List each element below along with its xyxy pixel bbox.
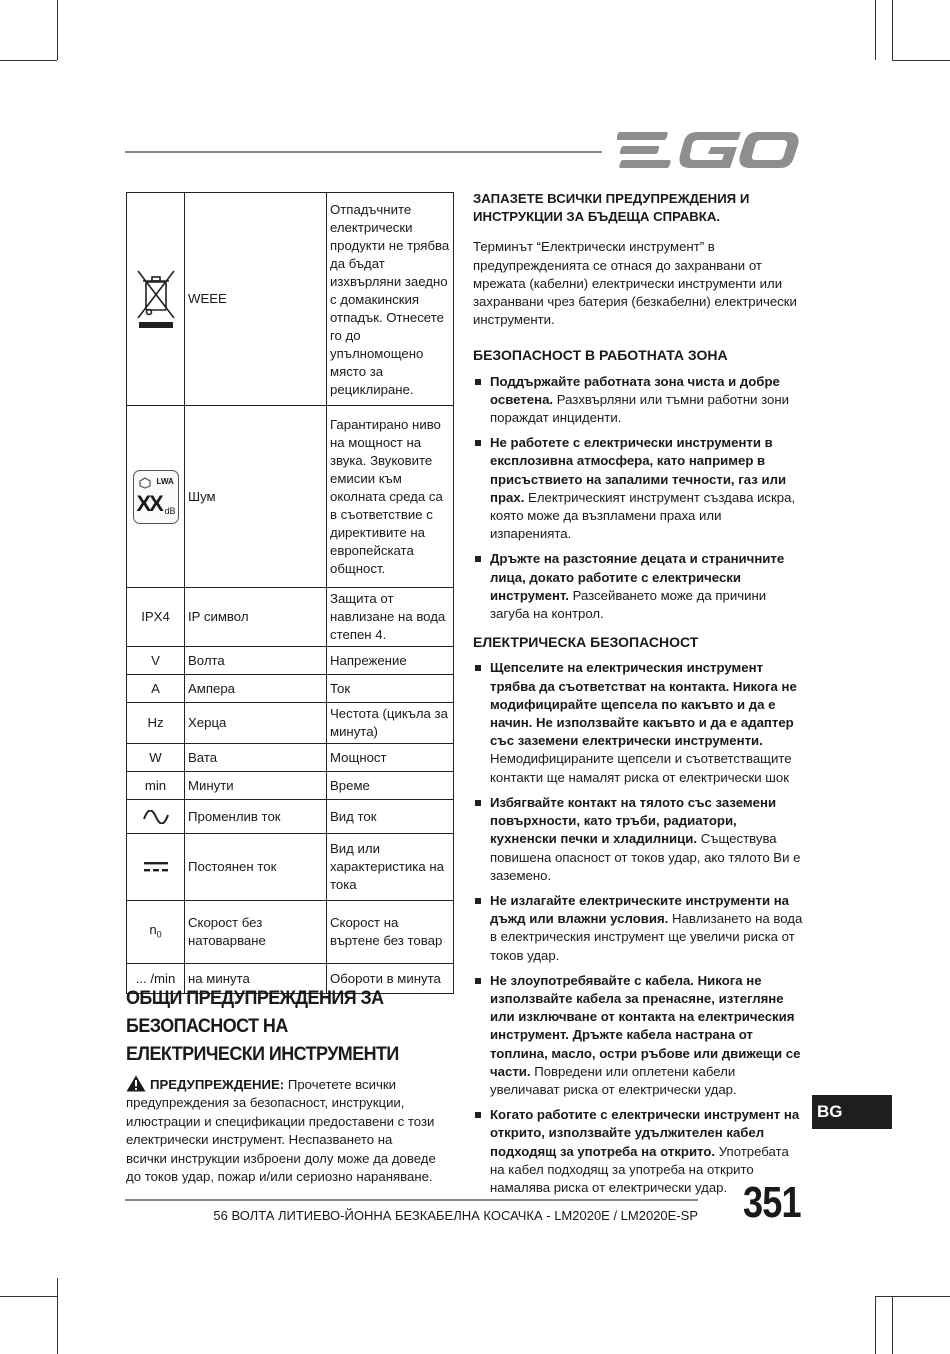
list-item: Не злоупотребявайте с кабела. Никога не използвайте кабела за пренасяне, изтегляне или изключване от контакта на електрическия инструмент. Дръжте кабела настрана от топлина, масло, остри ръбове или движещи се части. Повредени или оплетени кабели увеличават риска от електрически удар. (473, 972, 803, 1099)
symbol-name: Скорост без натоварване (185, 901, 327, 964)
list-item: Дръжте на разстояние децата и страничните лица, докато работите с електрически инструмент. Разсейването може да причини загуба на контрол. (473, 550, 803, 623)
symbol-code: $n_0$ (127, 901, 185, 964)
list-item: Поддържайте работната зона чиста и добре осветена. Разхвърляни или тъмни работни зони пораждат инциденти. (473, 373, 803, 428)
symbol-description: Гарантирано ниво на мощност на звука. Звуковите емисии към околната среда са в съответствие с директивите на европейската общност. (327, 406, 454, 588)
list-item: Щепселите на електрическия инструмент трябва да съответстват на контакта. Никога не модифицирайте щепсела по какъвто и да е начин. Не използвайте какъвто и да е адаптер със заземени електрически инструменти. Немодифицираните щепсели и съответстващите контакти ще намалят риска от електрически шок (473, 659, 803, 786)
symbol-name: Шум (185, 406, 327, 588)
symbol-description: Напрежение (327, 647, 454, 675)
table-row (127, 193, 454, 406)
symbol-description: Вид ток (327, 800, 454, 834)
symbol-name: Минути (185, 772, 327, 800)
electrical-safety-heading: ЕЛЕКТРИЧЕСКА БЕЗОПАСНОСТ (473, 634, 699, 651)
save-instructions-heading: ЗАПАЗЕТЕ ВСИЧКИ ПРЕДУПРЕЖДЕНИЯ И ИНСТРУКЦИИ ЗА БЪДЕЩА СПРАВКА. (473, 191, 750, 225)
symbol-description: Отпадъчните електрически продукти не трябва да бъдат изхвърляни заедно с домакинския отпадък. Отнесете го до упълномощено място за рециклиране. (327, 193, 454, 406)
right-column (473, 190, 803, 1207)
crop-mark (892, 60, 950, 61)
list-item: Избягвайте контакт на тялото със заземени повърхности, като тръби, радиатори, кухненски печки и хладилници. Съществува повишена опасност от токов удар, ако тялото Ви е заземено. (473, 794, 803, 885)
table-row (127, 675, 454, 703)
header-rule (125, 151, 602, 153)
symbol-name: на минута (185, 964, 327, 994)
warning-triangle-icon (126, 1075, 146, 1092)
symbol-code: min (127, 772, 185, 800)
list-item: Не излагайте електрическите инструменти на дъжд или влажни условия. Навлизането на вода в електрическия инструмент ще увеличи риска от токов удар. (473, 892, 803, 965)
table-row (127, 772, 454, 800)
crop-mark (0, 1296, 57, 1297)
table-row (127, 901, 454, 964)
crop-mark (892, 1296, 893, 1354)
symbol-name: Променлив ток (185, 800, 327, 834)
symbol-description: Защита от навлизане на вода степен 4. (327, 588, 454, 647)
crop-mark (57, 1278, 58, 1354)
crop-mark (875, 0, 876, 60)
bullet-icon (475, 556, 481, 562)
list-item: Не работете с електрически инструменти в експлозивна атмосфера, като например в присъствието на запалими течности, газ или прах. Електрическият инструмент създава искра, която може да възпламени праха или изпаренията. (473, 434, 803, 543)
symbol-code: W (127, 744, 185, 772)
bullet-icon (475, 978, 481, 984)
symbol-code: Hz (127, 703, 185, 744)
symbol-description: Време (327, 772, 454, 800)
table-row (127, 834, 454, 901)
ego-logo (617, 130, 799, 170)
symbol-description: Вид или характеристика на тока (327, 834, 454, 901)
symbol-name: Постоянен ток (185, 834, 327, 901)
table-row (127, 406, 454, 588)
symbol-description: Скорост на въртене без товар (327, 901, 454, 964)
symbol-code: IPX4 (127, 588, 185, 647)
crossed-bin-icon (135, 268, 177, 330)
symbol-name: Херца (185, 703, 327, 744)
bullet-icon (475, 898, 481, 904)
symbol-description: Мощност (327, 744, 454, 772)
work-area-heading: БЕЗОПАСНОСТ В РАБОТНАТА ЗОНА (473, 347, 728, 364)
noise-unit: dB (164, 505, 176, 516)
table-row (127, 800, 454, 834)
noise-value: XX (136, 490, 162, 516)
symbol-description: Обороти в минута (327, 964, 454, 994)
crop-mark (875, 1296, 876, 1354)
symbol-description: Ток (327, 675, 454, 703)
crop-mark (0, 60, 57, 61)
symbol-name: WEEE (185, 193, 327, 406)
symbol-name: Ампера (185, 675, 327, 703)
language-tab: BG (812, 1095, 892, 1129)
symbol-code: V (127, 647, 185, 675)
symbol-code: ... /min (127, 964, 185, 994)
warning-paragraph (126, 1075, 436, 1186)
crop-mark (875, 1296, 950, 1297)
warning-text: Прочетете всички предупреждения за безопасност, инструкции, илюстрации и спецификации предоставени с този електрически инструмент. Неспазването на всички инструкции изброени долу може да доведе до токов удар, пожар и/или сериозно нараняване. (126, 1077, 436, 1185)
bullet-icon (475, 1112, 481, 1118)
noise-lwa-label: LWA (156, 476, 174, 486)
symbol-description: Честота (цикъла за минута) (327, 703, 454, 744)
symbol-name: IP символ (185, 588, 327, 647)
table-row (127, 703, 454, 744)
work-area-list (473, 373, 803, 624)
page-number: 351 (743, 1178, 801, 1227)
alternating-current-icon (143, 810, 169, 824)
crop-mark (892, 0, 893, 60)
term-paragraph: Терминът “Електрически инструмент” в предупрежденията се отнася до захранвани от мрежата (кабелни) електрически инструменти или захранвани чрез батерия (безкабелни) електрически инструменти. (473, 239, 797, 328)
table-row (127, 744, 454, 772)
symbol-code: A (127, 675, 185, 703)
direct-current-icon (144, 861, 168, 873)
bullet-icon (475, 440, 481, 446)
electrical-safety-list (473, 659, 803, 1197)
table-row (127, 588, 454, 647)
bullet-icon (475, 800, 481, 806)
bullet-icon (475, 379, 481, 385)
symbol-name: Вата (185, 744, 327, 772)
section-title: ОБЩИ ПРЕДУПРЕЖДЕНИЯ ЗА БЕЗОПАСНОСТ НА ЕЛЕКТРИЧЕСКИ ИНСТРУМЕНТИ (126, 987, 399, 1065)
noise-level-icon (133, 470, 179, 524)
crop-mark (57, 0, 58, 60)
symbols-table (126, 192, 454, 994)
warning-label: ПРЕДУПРЕЖДЕНИЕ: (150, 1077, 285, 1092)
bullet-icon (475, 665, 481, 671)
list-item: Когато работите с електрически инструмент на открито, използвайте удължителен кабел подходящ за употреба на открито. Употребата на кабел подходящ за употреба на открито намалява риска от електрически удар. (473, 1106, 803, 1197)
symbol-name: Волта (185, 647, 327, 675)
table-row (127, 647, 454, 675)
footer-text: 56 ВОЛТА ЛИТИЕВО-ЙОННА БЕЗКАБЕЛНА КОСАЧКА - LM2020E / LM2020E-SP (213, 1208, 698, 1223)
footer-rule (125, 1199, 698, 1201)
